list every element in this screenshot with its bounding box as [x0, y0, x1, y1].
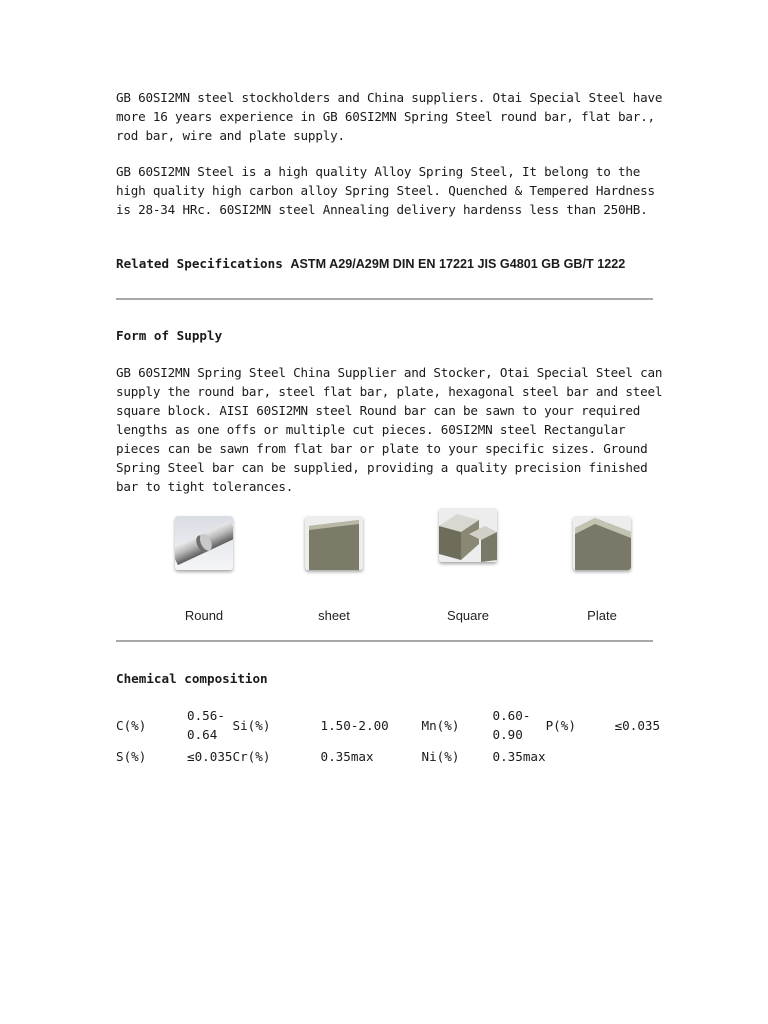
table-cell: ≤0.035	[187, 748, 233, 764]
related-specifications-value: ASTM A29/A29M DIN EN 17221 JIS G4801 GB GB/T 1222	[290, 257, 626, 271]
product-plate	[552, 516, 652, 623]
product-sheet	[284, 516, 384, 623]
table-cell: ≤0.035	[614, 717, 661, 733]
chemical-composition-table	[116, 705, 673, 767]
form-of-supply-heading: Form of Supply	[116, 328, 223, 343]
plate-icon	[573, 516, 631, 570]
table-cell: P(%)	[545, 717, 576, 733]
divider	[116, 640, 653, 642]
intro-paragraph: GB 60SI2MN steel stockholders and China suppliers. Otai Special Steel have more 16 years experience in GB 60SI2MN Spring Steel round bar, flat bar., rod bar, wire and plate supply.	[116, 90, 663, 143]
table-cell	[615, 745, 673, 767]
table-row	[116, 705, 673, 745]
table-cell: 0.35max	[492, 748, 546, 764]
table-cell: Mn(%)	[421, 717, 460, 733]
description-paragraph: GB 60SI2MN Steel is a high quality Alloy Spring Steel, It belong to the high quality high carbon alloy Spring Steel. Quenched & Tempered Hardness is 28-34 HRc. 60SI2MN steel Annealing delivery hardenss less than 250HB.	[116, 164, 655, 217]
form-of-supply-paragraph: GB 60SI2MN Spring Steel China Supplier and Stocker, Otai Special Steel can supply the round bar, steel flat bar, plate, hexagonal steel bar and steel square block. AISI 60SI2MN steel Round bar can be sawn to your required lengths as one offs or multiple cut pieces. 60SI2MN steel Rectangular pieces can be sawn from flat bar or plate to your specific sizes. Ground Spring Steel bar can be supplied, providing a quality precision finished bar to tight tolerances.	[116, 365, 663, 494]
table-cell: C(%)	[116, 717, 147, 733]
table-cell: 0.35max	[320, 748, 374, 764]
related-specifications-label: Related Specifications	[116, 256, 283, 271]
chemical-composition-heading: Chemical composition	[116, 671, 268, 686]
product-round	[154, 516, 254, 623]
table-cell: 0.60-0.90	[492, 708, 531, 742]
table-cell: S(%)	[116, 748, 147, 764]
square-block-icon	[439, 508, 497, 562]
table-cell: Cr(%)	[232, 748, 271, 764]
product-label: Square	[447, 608, 489, 623]
table-cell: Ni(%)	[421, 748, 460, 764]
table-cell: Si(%)	[232, 717, 271, 733]
table-row	[116, 745, 673, 767]
product-label: sheet	[318, 608, 350, 623]
divider	[116, 298, 653, 300]
product-label: Plate	[587, 608, 617, 623]
table-cell: 1.50-2.00	[320, 717, 389, 733]
product-square	[418, 516, 518, 623]
round-bar-icon	[175, 516, 233, 570]
product-forms	[116, 516, 653, 636]
table-cell	[546, 745, 615, 767]
table-cell: 0.56-0.64	[187, 708, 225, 742]
sheet-icon	[305, 516, 363, 570]
product-label: Round	[184, 608, 224, 623]
related-specifications	[116, 254, 625, 274]
